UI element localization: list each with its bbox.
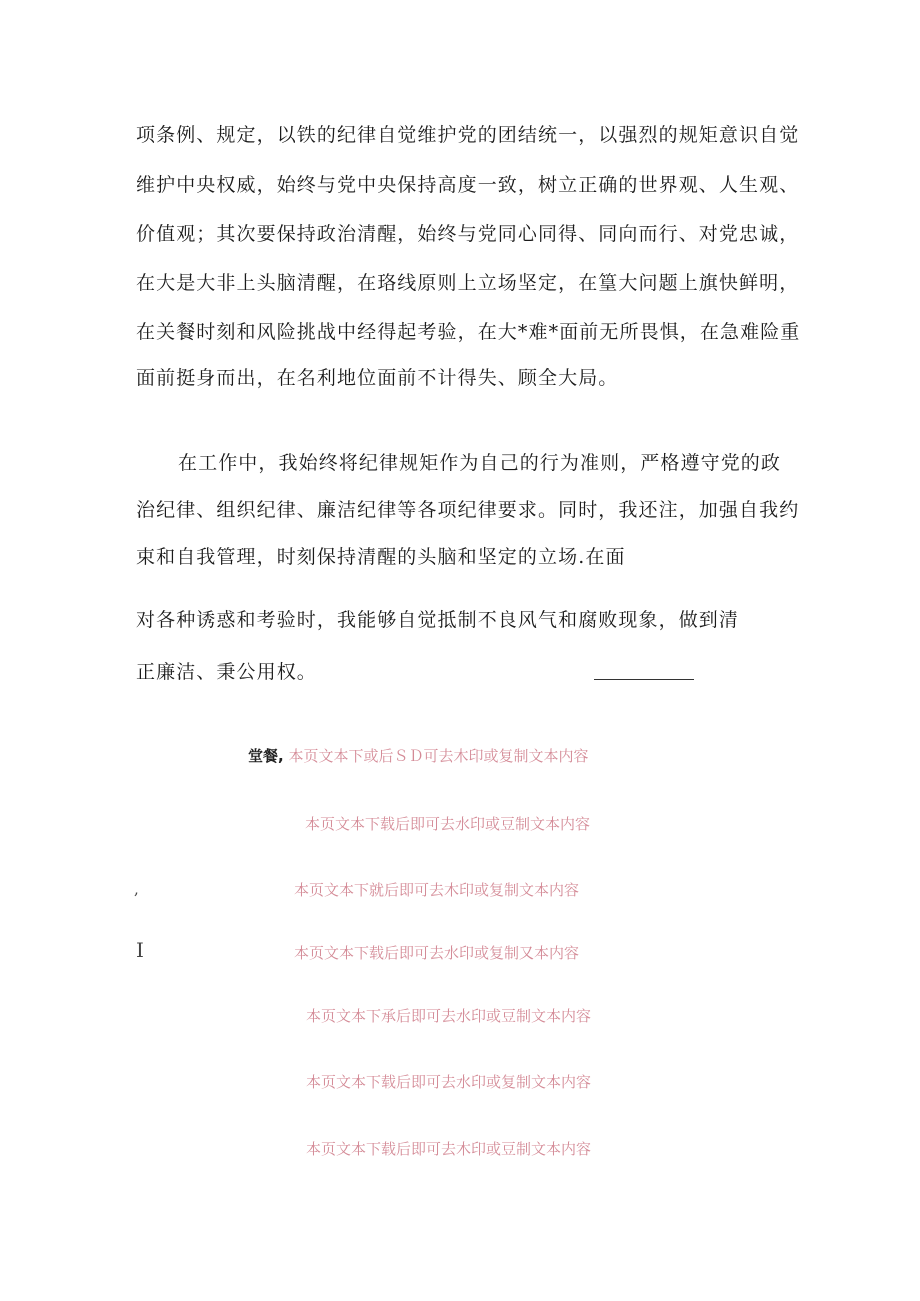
paragraph-2-line-2: 治纪律、组织纪律、廉洁纪律等各项纪律要求。同时，我还注，加强自我约 — [136, 499, 800, 521]
paragraph-1-line-4: 在大是大非上头脑清醒，在珞线原则上立场坚定，在篁大问题上旗快鲜明， — [136, 272, 800, 294]
watermark-line-7: 本页文本下载后即可去木印或豆制文本内容 — [306, 1140, 592, 1158]
stray-comma: , — [134, 880, 139, 898]
watermark-line-2: 本页文本下载后即可去水印或豆制文本内容 — [305, 815, 591, 833]
stray-glyph: I — [136, 938, 144, 962]
paragraph-1-line-2: 维护中央权威，始终与党中央保持高度一致，树立正确的世界观、人生观、 — [136, 174, 800, 196]
paragraph-2-line-5: 正廉洁、秉公用权。 — [136, 661, 317, 683]
underline-rule — [594, 679, 694, 680]
paragraph-2-line-4: 对各种诱惑和考验时，我能够自觉抵制不良风气和腐败现象，做到清 — [136, 609, 740, 631]
paragraph-1-line-1: 项条例、规定，以铁的纪律自觉维护党的团结统一，以强烈的规矩意识自觉 — [136, 124, 800, 146]
watermark-line-6: 本页文本下载后即可去水印或复制文本内容 — [306, 1073, 592, 1091]
paragraph-1-line-3: 价值观；其次要保持政治清醒，始终与党同心同得、同向而行、对党忠诚， — [136, 223, 800, 245]
watermark-text: 本页文本下或后ＳＤ可去木印或复制文本内容 — [288, 747, 589, 765]
watermark-label: 堂餐, — [248, 747, 284, 765]
watermark-line-5: 本页文本下承后即可去水印或豆制文本内容 — [306, 1007, 592, 1025]
watermark-line-3: 本页文本下就后即可去木印或复制文本内容 — [294, 881, 580, 899]
paragraph-1-line-5: 在关餐时刻和风险挑战中经得起考验，在大*难*面前无所畏惧，在急难险重 — [136, 321, 801, 343]
paragraph-2-line-1: 在工作中，我始终将纪律规矩作为自己的行为准则，严格遵守党的政 — [178, 452, 782, 474]
watermark-line-1 — [248, 746, 589, 766]
paragraph-1-line-6: 面前挺身而出，在名利地位面前不计得失、顾全大局。 — [136, 367, 619, 389]
watermark-line-4: 本页文本下载后即可去水印或复制又本内容 — [294, 944, 580, 962]
paragraph-2-line-3: 束和自我管理，时刻保持清醒的头脑和坚定的立场.在面 — [136, 546, 626, 568]
